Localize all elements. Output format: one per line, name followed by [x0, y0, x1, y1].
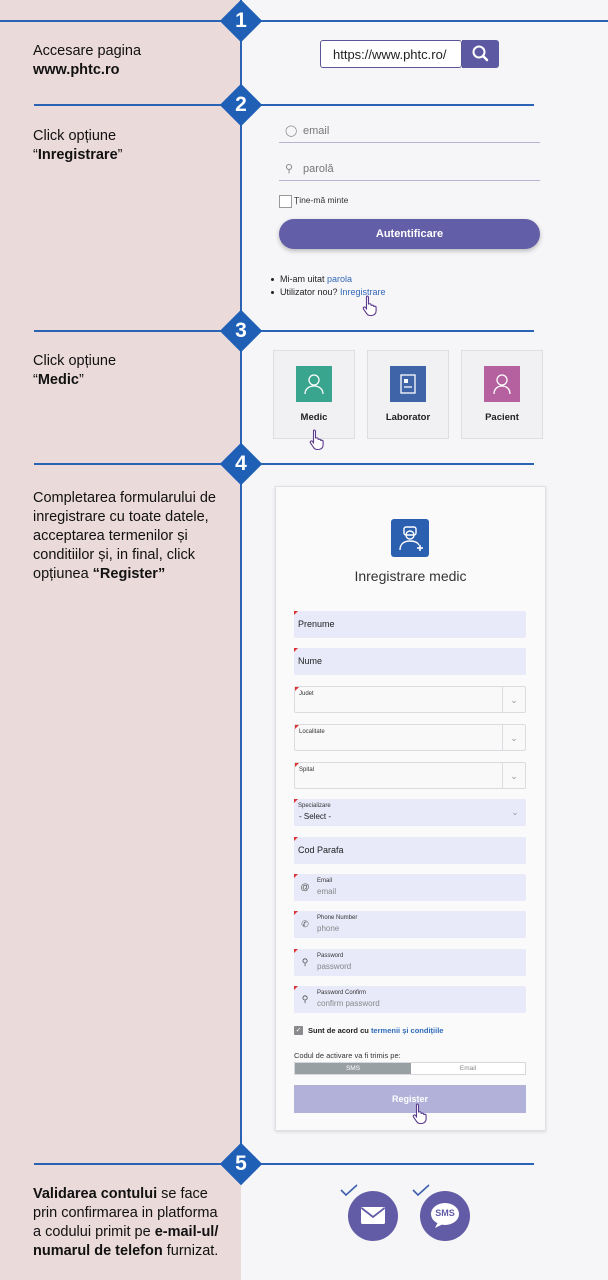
chevron-down-icon: ⌄ [502, 687, 525, 712]
step-3-number: 3 [235, 319, 247, 342]
register-link[interactable]: Inregistrare [340, 287, 386, 297]
step-2-text [33, 127, 122, 165]
judet-select[interactable] [294, 686, 526, 713]
step-1-url: www.phtc.ro [33, 62, 120, 78]
check-icon: ✓ [295, 1027, 302, 1034]
sms-label: SMS [435, 1208, 455, 1218]
step-4-quote-close: ” [157, 566, 166, 582]
localitate-select[interactable] [294, 724, 526, 751]
step-2-quote-open: “ [33, 147, 38, 163]
step-1-number: 1 [235, 9, 247, 32]
mail-badge [348, 1191, 398, 1241]
at-icon: @ [300, 882, 310, 892]
localitate-label: Localitate [299, 729, 325, 735]
new-user-text: Utilizator nou? [280, 287, 341, 297]
sms-badge [420, 1191, 470, 1241]
forgot-row [271, 274, 352, 284]
terms-row [308, 1026, 443, 1035]
user-icon: ◯ [285, 125, 298, 137]
phone-icon: ✆ [301, 919, 309, 929]
hand-cursor-icon [361, 294, 381, 318]
step-4-bold: Register [99, 566, 158, 582]
patient-icon [484, 366, 520, 402]
lab-icon [390, 366, 426, 402]
toggle-email[interactable]: Email [411, 1063, 525, 1074]
step-1-line1: Accesare pagina [33, 43, 142, 59]
confirm-password-label: Password Confirm [317, 990, 367, 996]
hand-cursor-icon [411, 1102, 431, 1126]
chevron-down-icon: ⌄ [502, 725, 525, 750]
step-3-line1: Click opțiune [33, 353, 117, 369]
divider-1 [0, 20, 608, 22]
confirm-password-placeholder: confirm password [317, 999, 380, 1008]
prenume-field[interactable] [294, 611, 526, 638]
chevron-down-icon: ⌄ [511, 807, 519, 817]
step-4-line4: conditiilor și, in final, click [33, 547, 195, 563]
step-3-bold: Medic [37, 372, 79, 388]
step-4-line5: opțiunea [33, 566, 93, 582]
login-button[interactable]: Autentificare [279, 219, 540, 249]
login-password-placeholder: parolă [303, 163, 334, 175]
form-title: Inregistrare medic [354, 568, 467, 584]
email-label: Email [317, 878, 333, 884]
step-4-line3: acceptarea termenilor și [33, 528, 188, 544]
step-5-line4: furnizat. [162, 1243, 219, 1259]
password-placeholder: password [317, 962, 352, 971]
step-2-quote-close: ” [117, 147, 123, 163]
step-5-bold-3: numarul de telefon [33, 1243, 163, 1259]
specializare-label: Specializare [298, 803, 331, 809]
step-5-number: 5 [235, 1152, 247, 1175]
phone-label: Phone Number [317, 915, 358, 921]
specializare-value: - Select - [299, 812, 332, 821]
password-field[interactable] [294, 949, 526, 976]
spital-label: Spital [299, 767, 315, 773]
step-3-quote-open: “ [33, 372, 38, 388]
step-5-line3: a codului primit pe [33, 1224, 155, 1240]
step-5-line2: prin confirmarea in platforma [33, 1205, 218, 1221]
toggle-sms[interactable]: SMS [295, 1063, 411, 1074]
specializare-select[interactable] [294, 799, 526, 826]
forgot-text: Mi-am uitat [280, 274, 328, 284]
step-5-bold-2: e-mail-ul/ [154, 1224, 219, 1240]
timeline-line [240, 0, 242, 1180]
divider-2 [34, 104, 534, 106]
step-5-line1: se face [157, 1186, 208, 1202]
search-icon [462, 40, 499, 68]
remember-checkbox[interactable] [279, 195, 292, 208]
doctor-add-icon [391, 519, 429, 557]
key-icon: ⚲ [301, 994, 309, 1004]
step-2-bold: Inregistrare [37, 147, 118, 163]
phone-placeholder: phone [317, 924, 340, 933]
divider-4 [34, 463, 534, 465]
step-4-number: 4 [235, 452, 247, 475]
step-2-line1: Click opțiune [33, 128, 117, 144]
role-label: Pacient [485, 412, 519, 423]
login-email-placeholder: email [303, 125, 330, 137]
delivery-toggle [294, 1062, 526, 1075]
key-icon: ⚲ [301, 957, 309, 967]
phone-field[interactable] [294, 911, 526, 938]
step-4-line2: inregistrare cu toate datele, [33, 509, 209, 525]
url-input[interactable]: https://www.phtc.ro/ [320, 40, 462, 68]
step-2-number: 2 [235, 93, 247, 116]
remember-label: Ține-mă minte [294, 195, 349, 205]
role-card-pacient[interactable] [461, 350, 543, 439]
terms-text: Sunt de acord cu [308, 1026, 371, 1035]
register-button[interactable]: Register [294, 1085, 526, 1113]
envelope-icon [348, 1191, 398, 1241]
left-panel [0, 0, 241, 1280]
nume-field[interactable] [294, 648, 526, 675]
role-label: Laborator [385, 412, 431, 423]
divider-5 [34, 1163, 534, 1165]
login-password-field[interactable] [279, 158, 540, 181]
divider-3 [34, 330, 534, 332]
step-1-text [33, 42, 141, 80]
step-5-text [33, 1185, 238, 1261]
step-3-text [33, 352, 116, 390]
prenume-label: Prenume [298, 619, 335, 629]
step-4-quote-open: “ [92, 566, 100, 582]
role-card-laborator[interactable] [367, 350, 449, 439]
hand-cursor-icon [308, 428, 328, 452]
email-field[interactable] [294, 874, 526, 901]
judet-label: Judet [299, 691, 314, 697]
step-5-bold-1: Validarea contului [33, 1186, 158, 1202]
chevron-down-icon: ⌄ [502, 763, 525, 788]
forgot-password-link[interactable]: parola [327, 274, 353, 284]
step-4-line1: Completarea formularului de [33, 490, 216, 506]
terms-checkbox[interactable] [294, 1026, 303, 1035]
code-label: Codul de activare va fi trimis pe: [294, 1051, 401, 1060]
key-icon: ⚲ [285, 163, 294, 175]
login-email-field[interactable] [279, 120, 540, 143]
search-button[interactable] [462, 40, 499, 68]
terms-link[interactable]: termenii și condițiile [370, 1026, 444, 1035]
nume-label: Nume [298, 656, 323, 666]
spital-select[interactable] [294, 762, 526, 789]
confirm-password-field[interactable] [294, 986, 526, 1013]
step-4-text [33, 489, 233, 584]
role-label: Medic [300, 412, 328, 423]
cod-parafa-label: Cod Parafa [298, 845, 344, 855]
role-card-medic[interactable] [273, 350, 355, 439]
step-3-quote-close: ” [78, 372, 84, 388]
password-label: Password [317, 953, 344, 959]
email-placeholder: email [317, 887, 337, 896]
doctor-icon [296, 366, 332, 402]
cod-parafa-field[interactable] [294, 837, 526, 864]
